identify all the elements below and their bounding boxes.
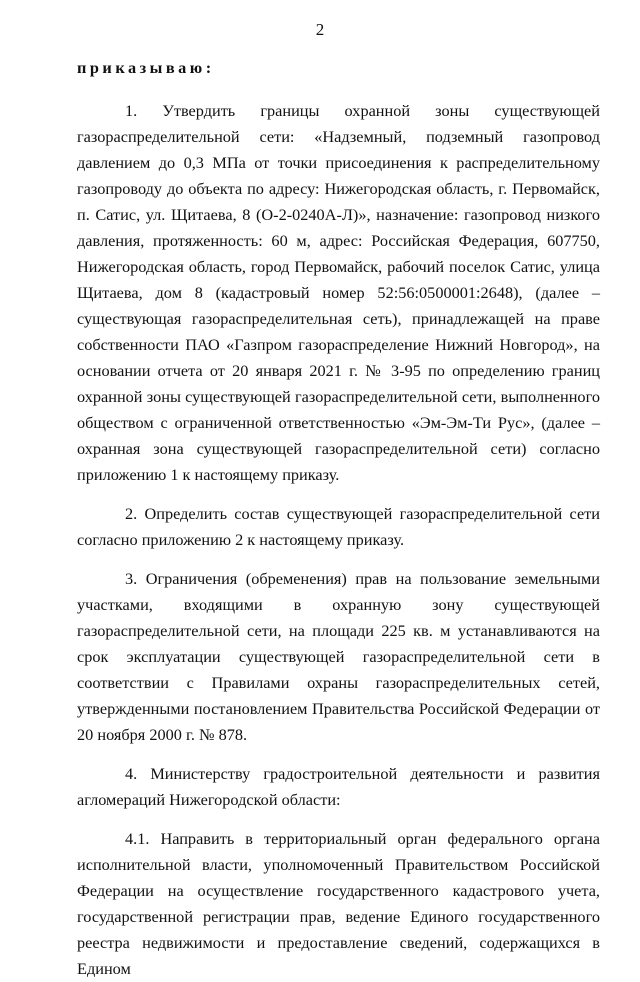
paragraph-4-1: 4.1. Направить в территориальный орган федерального органа исполнительной власти, уполномоченный Правительством Российской Федерации на осуществление государственного кадастрового учета, государственной регистрации прав, ведение Единого государственного реестра недвижимости и предоставление сведений, содержащихся в Едином [77,829,600,978]
paragraph-1: 1. Утвердить границы охранной зоны существующей газораспределительной сети: «Надземный, подземный газопровод давлением до 0,3 МПа от точки присоединения к распределительному газопроводу до объекта по адресу: Нижегородская область, г. Первомайск, п. Сатис, ул. Щитаева, 8 (О-2-0240А-Л)», назначение: газопровод низкого давления, протяженность: 60 м, адрес: Российская Федерация, 607750, Нижегородская область, город Первомайск, рабочий поселок Сатис, улица Щитаева, дом 8 (кадастровый номер 52:56:0500001:2648), (далее – существующая газораспределительная сеть), принадлежащей на праве собственности ПАО «Газпром газораспределение Нижний Новгород», на основании отчета от 20 января 2021 г. № 3-95 по определению границ охранной зоны существующей газораспределительной сети, выполненного обществом с ограниченной ответственностью «Эм-Эм-Ти Рус», (далее – охранная зона существующей газораспределительной сети) согласно приложению 1 к настоящему приказу. [77,101,600,484]
order-heading: приказываю: [77,58,215,77]
page-number: 2 [315,20,325,39]
paragraph-3: 3. Ограничения (обременения) прав на пользование земельными участками, входящими в охранную зону существующей газораспределительной сети, на площади 225 кв. м устанавливаются на срок эксплуатации существующей газораспределительной сети в соответствии с Правилами охраны газораспределительных сетей, утвержденными постановлением Правительства Российской Федерации от 20 ноября 2000 г. № 878. [77,569,600,744]
document-body [77,46,600,982]
paragraph-2: 2. Определить состав существующей газораспределительной сети согласно приложению 2 к настоящему приказу. [77,504,600,549]
paragraph-4: 4. Министерству градостроительной деятельности и развития агломераций Нижегородской области: [77,764,600,809]
